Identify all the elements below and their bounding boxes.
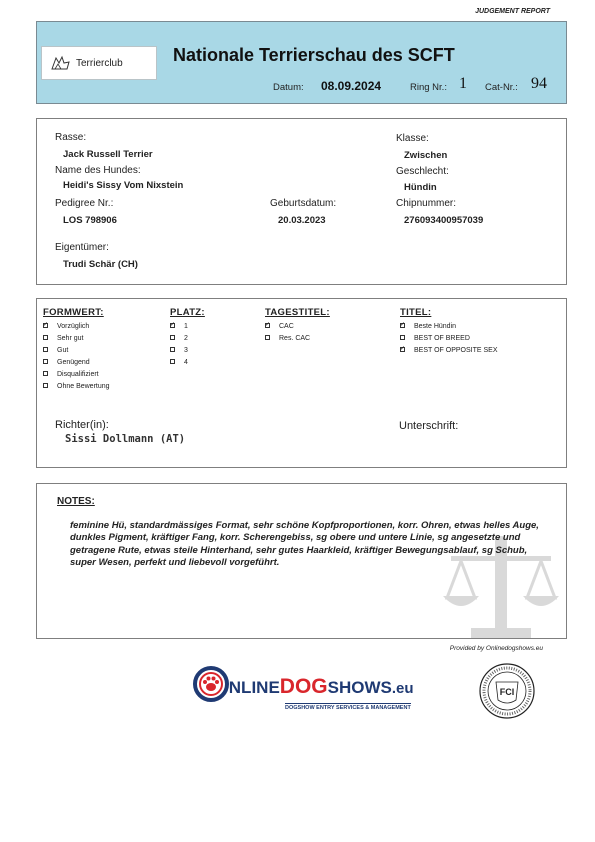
tagestitel-option [265,321,330,333]
chipnummer-label: Chipnummer: [396,198,457,209]
formwert-option [43,345,110,357]
formwert-option [43,321,110,333]
pedigree-value: LOS 798906 [63,215,117,226]
geschlecht-value: Hündin [404,182,437,193]
checked-checkbox-icon[interactable] [400,323,405,328]
brand-eu: .eu [391,680,414,697]
formwert-options [43,321,110,393]
titel-option-label: Beste Hündin [414,323,457,330]
klasse-label: Klasse: [396,133,429,144]
brand-dog: DOG [279,675,328,698]
report-type-label: JUDGEMENT REPORT [475,8,550,15]
platz-heading: PLATZ: [170,307,205,318]
ring-label: Ring Nr.: [410,82,447,93]
formwert-option [43,369,110,381]
formwert-option [43,333,110,345]
titel-option [400,345,498,357]
tagestitel-heading: TAGESTITEL: [265,307,330,318]
fci-seal-icon [478,662,536,720]
titel-options [400,321,498,357]
datum-value: 08.09.2024 [321,79,382,93]
richter-value: Sissi Dollmann (AT) [65,433,186,445]
name-value: Heidi's Sissy Vom Nixstein [63,180,184,191]
tagestitel-options [265,321,330,345]
chipnummer-value: 276093400957039 [404,215,484,226]
ring-value: 1 [459,75,467,92]
brand-wordmark [207,670,414,703]
checkbox-icon[interactable] [170,335,175,340]
platz-option [170,345,205,357]
cat-label: Cat-Nr.: [485,82,518,93]
brand-o [207,668,229,699]
provided-by: Provided by Onlinedogshows.eu [449,645,543,652]
tagestitel-option-label: CAC [279,323,294,330]
formwert-column [43,307,110,393]
formwert-option [43,357,110,369]
platz-option-label: 4 [184,359,188,366]
tagestitel-column [265,307,330,345]
checkbox-icon[interactable] [43,347,48,352]
brand-tagline: DOGSHOW ENTRY SERVICES & MANAGEMENT [285,705,411,711]
cat-value: 94 [531,75,547,92]
checkbox-icon[interactable] [265,335,270,340]
fci-label: FCI [499,687,515,697]
formwert-option-label: Disqualifiziert [57,371,99,378]
tagestitel-option-label: Res. CAC [279,335,311,342]
datum-label: Datum: [273,82,304,93]
platz-option-label: 2 [184,335,188,342]
geschlecht-label: Geschlecht: [396,166,449,177]
titel-option [400,333,498,345]
eigentuemer-value: Trudi Schär (CH) [63,259,138,270]
brand-shows: SHOWS [327,678,392,697]
onlinedogshows-logo [193,666,414,716]
klasse-value: Zwischen [404,150,448,161]
show-title: Nationale Terrierschau des SCFT [173,45,455,65]
logo-text: Terrierclub [76,58,123,69]
checkbox-icon[interactable] [43,371,48,376]
platz-option [170,357,205,369]
unterschrift-label: Unterschrift: [399,420,459,432]
rasse-value: Jack Russell Terrier [63,149,153,160]
formwert-option-label: Vorzüglich [57,323,90,330]
platz-column [170,307,205,369]
checked-checkbox-icon[interactable] [170,323,175,328]
titel-option-label: BEST OF OPPOSITE SEX [414,347,498,354]
checked-checkbox-icon[interactable] [43,323,48,328]
formwert-option-label: Gut [57,347,69,354]
evaluation-section [36,298,567,468]
titel-option-label: BEST OF BREED [414,335,470,342]
titel-option [400,321,498,333]
platz-option-label: 3 [184,347,188,354]
club-logo [41,46,157,80]
rasse-label: Rasse: [55,132,87,143]
checkbox-icon[interactable] [43,335,48,340]
checked-checkbox-icon[interactable] [400,347,405,352]
checkbox-icon[interactable] [43,383,48,388]
platz-option-label: 1 [184,323,188,330]
formwert-heading: FORMWERT: [43,307,104,318]
geburtsdatum-value: 20.03.2023 [278,215,326,226]
formwert-option-label: Genügend [57,359,90,366]
titel-column [400,307,498,357]
formwert-option-label: Sehr gut [57,335,84,342]
tagestitel-option [265,333,330,345]
geburtsdatum-label: Geburtsdatum: [270,198,337,209]
eigentuemer-label: Eigentümer: [55,242,109,253]
richter-label: Richter(in): [55,419,109,431]
header-banner [36,21,567,104]
brand-nline: NLINE [228,678,280,697]
formwert-option-label: Ohne Bewertung [57,383,110,390]
checkbox-icon[interactable] [43,359,48,364]
checkbox-icon[interactable] [170,359,175,364]
titel-heading: TITEL: [400,307,432,318]
notes-section [36,483,567,639]
notes-heading: NOTES: [57,496,95,507]
terrier-logo-icon [50,54,72,72]
name-label: Name des Hundes: [55,165,141,176]
notes-text: feminine Hü, standardmässiges Format, sehr schöne Kopfproportionen, korr. Ohren, etwas helles Auge, dunkles Pigment, kräftiger Fang, korr. Scherengebiss, sg obere und untere Linie, sg angesetzte und getragene Rute, etwas steile Hinterhand, sehr gutes Haarkleid, kräftiger Bewegungsablauf, sg Schub, super Wesen, perfekt und liebevoll vorgeführt. [70,520,539,568]
formwert-option [43,381,110,393]
checked-checkbox-icon[interactable] [265,323,270,328]
platz-option [170,333,205,345]
checkbox-icon[interactable] [170,347,175,352]
dog-info-section [36,118,567,285]
platz-option [170,321,205,333]
pedigree-label: Pedigree Nr.: [55,198,114,209]
platz-options [170,321,205,369]
checkbox-icon[interactable] [400,335,405,340]
